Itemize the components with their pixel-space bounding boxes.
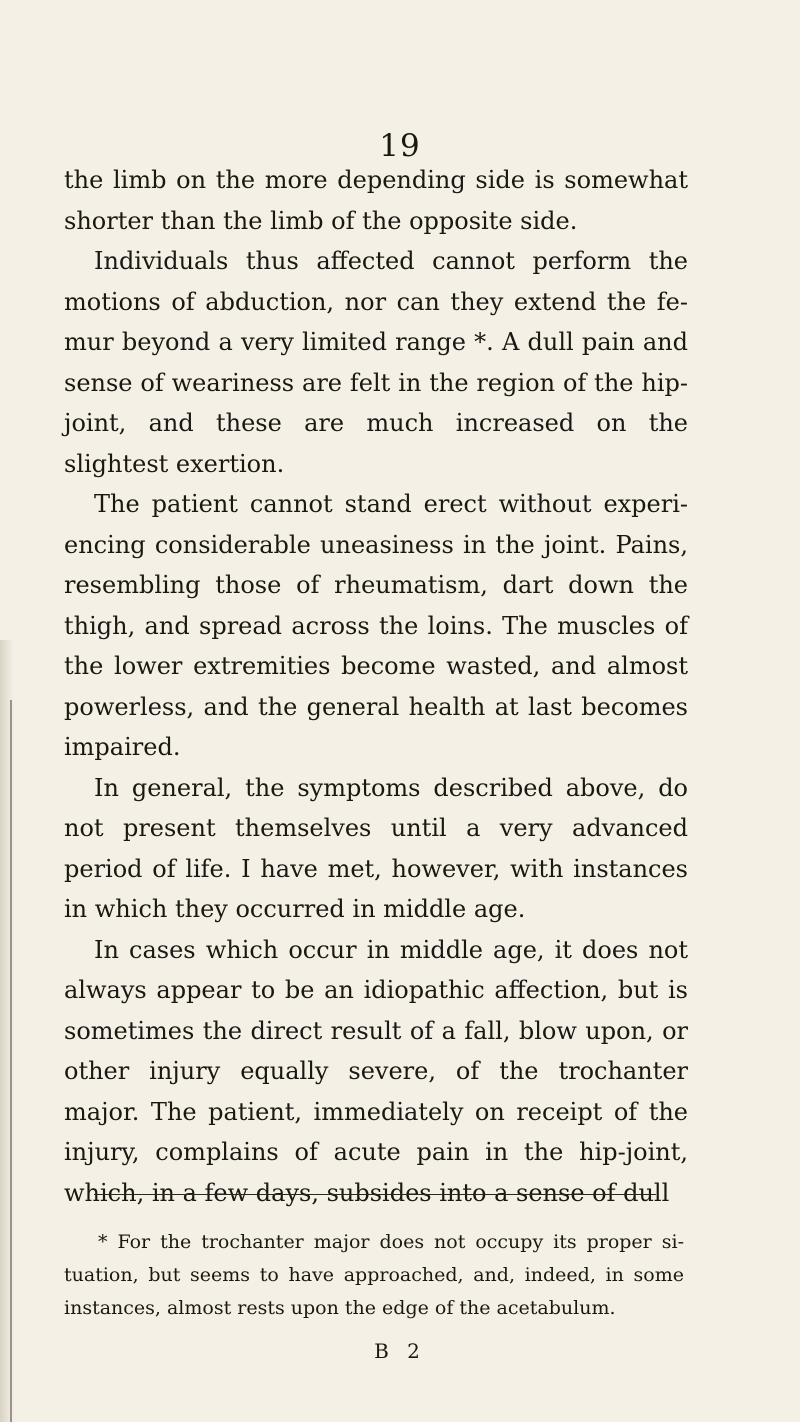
page-number: 19 [379, 128, 421, 164]
body-text [64, 160, 688, 1213]
paragraph: In cases which occur in middle age, it does not always appear to be an idiopathic affection, but is sometimes the direct result of a fall, blow upon, or other injury equally severe, of the trochanter major. The patient, immediately on receipt of the injury, complains of acute pain in the hip-joint, which, in a few days, subsides into a sense of dull [64, 935, 688, 1207]
footnote: * For the trochanter major does not occupy its proper situation, but seems to have approached, and, indeed, in some instances, almost rests upon the edge of the acetabulum. [64, 1231, 684, 1319]
paragraph: The patient cannot stand erect without experiencing considerable uneasiness in the joint. Pains, resembling those of rheumatism, dart down the thigh, and spread across the loins. The muscles of the lower extremities become wasted, and almost powerless, and the general health at last becomes impaired. [64, 490, 688, 761]
paragraph: In general, the symptoms described above, do not present themselves until a very advanced period of life. I have met, however, with instances in which they occurred in middle age. [64, 773, 688, 923]
binding-edge [10, 700, 12, 1422]
signature-mark: B 2 [374, 1339, 426, 1363]
paragraph-continued: the limb on the more depending side is somewhat shorter than the limb of the opposite side. [64, 166, 688, 235]
footnote-divider [94, 1194, 656, 1195]
paragraph: Individuals thus affected cannot perform the motions of abduction, nor can they extend the femur beyond a very limited range *. A dull pain and sense of weariness are felt in the region of the hip-joint, and these are much increased on the slightest exertion. [64, 247, 688, 478]
